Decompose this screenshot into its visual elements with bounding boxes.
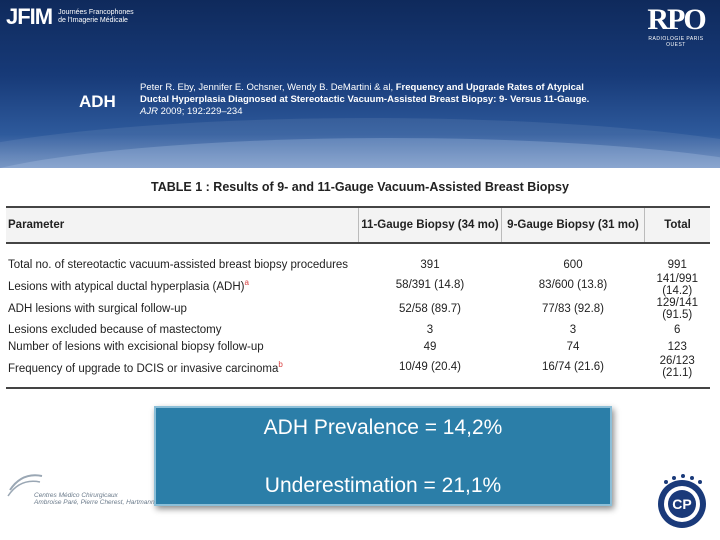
reference-authors: Peter R. Eby, Jennifer E. Ochsner, Wendy B. DeMartini & al,: [140, 82, 394, 93]
cell-11-gauge: 58/391 (14.8): [395, 279, 465, 291]
cell-11-gauge: 391: [420, 258, 440, 271]
underestimation-text: Underestimation = 21,1%: [264, 474, 502, 497]
cell-9-gauge: 77/83 (92.8): [541, 303, 604, 315]
reference-title: Frequency and Upgrade Rates of Atypical Ductal Hyperplasia Diagnosed at Stereotactic Vacuum-Assisted Breast Biopsy: 9- Versus 11-Gauge.: [140, 82, 590, 105]
rpo-logo-mark: RPO: [647, 3, 705, 36]
jfim-tagline: Journées Francophones de l'Imagerie Médicale: [58, 9, 134, 24]
row-parameter: Frequency of upgrade to DCIS or invasive carcinoma$^b$: [8, 359, 283, 375]
column-header: 11-Gauge Biopsy (34 mo): [359, 207, 502, 243]
tcp-logo-text: CP: [672, 496, 692, 512]
reference-details: 2009; 192:229–234: [160, 106, 243, 117]
cell-9-gauge: 83/600 (13.8): [538, 279, 608, 291]
cell-11-gauge: 49: [423, 340, 437, 353]
table-row: [6, 338, 710, 355]
cell-11-gauge: 52/58 (89.7): [398, 303, 461, 315]
tcp-logo-icon: [652, 472, 712, 532]
rpo-tagline: RADIOLOGIE PARIS OUEST: [648, 36, 704, 48]
table-title: TABLE 1 : Results of 9- and 11-Gauge Vacuum-Assisted Breast Biopsy: [151, 180, 569, 194]
tcp-logo: [652, 472, 712, 532]
row-parameter: Number of lesions with excisional biopsy follow-up: [8, 340, 264, 353]
row-parameter: Lesions excluded because of mastectomy: [8, 323, 222, 336]
column-header: Parameter: [6, 207, 359, 243]
table-row: [6, 273, 710, 297]
table-row: [6, 321, 710, 338]
cell-9-gauge: 74: [566, 340, 580, 353]
column-header: 9-Gauge Biopsy (31 mo): [502, 207, 645, 243]
cell-total: 991: [667, 258, 687, 271]
jfim-logo: [6, 4, 134, 30]
cell-9-gauge: 16/74 (21.6): [541, 361, 604, 373]
footnote-marker: a: [244, 277, 249, 287]
cmc-logo: [6, 470, 156, 510]
table-header-row: [6, 207, 710, 243]
footnote-marker: b: [278, 359, 283, 369]
reference-citation: [140, 82, 600, 118]
rpo-logo: [640, 4, 712, 48]
cell-total: 129/141 (91.5): [656, 297, 699, 321]
table-row: [6, 355, 710, 388]
reference-journal: AJR: [140, 106, 158, 117]
cell-11-gauge: 10/49 (20.4): [398, 361, 461, 373]
summary-callout: [154, 406, 612, 506]
prevalence-text: ADH Prevalence = 14,2%: [263, 416, 503, 439]
cell-9-gauge: 3: [569, 323, 577, 336]
table-row: [6, 243, 710, 273]
row-parameter: ADH lesions with surgical follow-up: [8, 303, 187, 315]
cmc-logo-text: Centres Médico Chirurgicaux Ambroise Paré, Pierre Cherest, Hartmann: [34, 492, 155, 506]
table-row: [6, 297, 710, 321]
column-header: Total: [645, 207, 711, 243]
section-label: ADH: [79, 92, 116, 111]
cell-total: 123: [667, 340, 687, 353]
header-banner: [0, 0, 720, 168]
cell-9-gauge: 600: [563, 258, 583, 271]
cell-total: 141/991 (14.2): [656, 273, 699, 297]
results-table: [6, 206, 710, 389]
row-parameter: Total no. of stereotactic vacuum-assisted breast biopsy procedures: [8, 258, 349, 271]
cell-total: 6: [674, 323, 681, 336]
cell-total: 26/123 (21.1): [659, 355, 695, 379]
row-parameter: Lesions with atypical ductal hyperplasia (ADH)$^a$: [8, 277, 249, 293]
jfim-logo-mark: JFIM: [6, 4, 53, 29]
cell-11-gauge: 3: [426, 323, 434, 336]
